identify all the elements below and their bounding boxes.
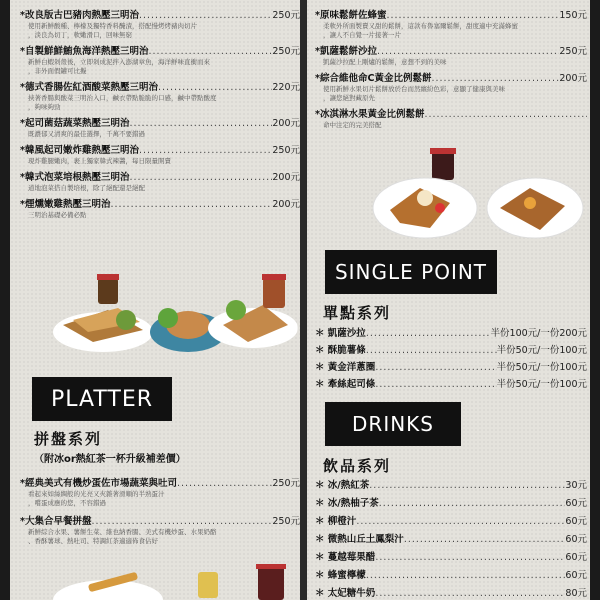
single-title: 單點系列 [323,304,392,322]
item-name: ＊ 蜂蜜檸檬 [315,570,366,581]
platter-title: 拼盤系列 [34,430,103,448]
item-name: *冰淇淋水果黃金比例鬆餅 [315,109,425,120]
menu-item [20,10,300,40]
description-line: ，讓人不自覺一片接著一片 [323,31,401,39]
item-description [315,85,587,103]
drinks-title: 飲品系列 [323,457,392,475]
item-price: 半份50元/一份100元 [496,379,587,390]
description-line: 現炸雞腿嫩肉，裹上獨家韓式辣醬，每日限量開賣 [28,157,171,165]
item-description [20,22,300,40]
menu-item [315,362,587,374]
item-price: 200元 [272,199,300,210]
dot-leader [148,46,272,58]
sandwich-photo [48,270,298,362]
menu-item [20,516,300,546]
item-name: ＊ 太妃糖牛奶 [315,588,376,599]
item-price: 250元 [272,478,300,489]
item-description [20,58,300,76]
dot-leader [375,552,565,564]
item-description [20,528,300,546]
item-name: *改良版古巴豬肉熱壓三明治 [20,10,139,21]
menu-item [315,534,587,546]
item-description [315,22,587,40]
dot-leader [386,10,559,22]
menu-item [315,516,587,528]
dot-leader [110,199,272,211]
item-price: 220元 [272,82,300,93]
item-name: *韓式泡菜培根熱壓三明治 [20,172,130,183]
waffle-photo [370,148,590,243]
description-line: ，嚐蛋成應的您，不容錯過 [28,499,106,507]
item-name: ＊ 黃金洋蔥圈 [315,362,376,373]
platter-photo [48,564,298,600]
description-line: 新鮮綜合水果、薯餅生菜、維也納香腸、美式有機炒蛋、水果奶酪 [28,528,217,536]
dot-leader [375,362,496,374]
description-line: 使用新鮮水果切片鬆餅放於台而然繽紛色彩，意顯了健康與美味 [323,85,505,93]
menu-item [20,199,300,220]
menu-page [10,0,590,600]
dot-leader [158,82,272,94]
dot-leader [356,516,565,528]
item-description [20,157,300,166]
item-name: ＊ 蔓越莓果醋 [315,552,376,563]
item-name: ＊ 凱薩沙拉 [315,328,366,339]
item-price: 200元 [559,73,587,84]
description-line: ，淡良為切丁，軟嫩滑口，回味無窮 [28,31,132,39]
menu-item [315,73,587,103]
item-price: 半份50元/一份100元 [496,345,587,356]
description-line: 柔軟外所面製賣又甜的鬆餅，這款布魯塞爾鬆餅，甜度適中充滿蜂蜜 [323,22,518,30]
item-price: 60元 [565,552,587,563]
menu-item [315,328,587,340]
item-price: 250元 [272,46,300,57]
menu-item [315,498,587,510]
item-description [315,121,587,130]
item-description [20,94,300,112]
dot-leader [404,534,566,546]
item-price: 200元 [272,118,300,129]
description-line: 看起來如絲綢般的光亮又夾雜著滑順的半熟蛋汁 [28,490,165,498]
item-description [20,490,300,508]
description-line: 命中注定的完美搭配 [323,121,382,129]
dot-leader [129,172,272,184]
dot-leader [177,478,272,490]
item-name: ＊ 柳橙汁 [315,516,357,527]
dot-leader [424,109,587,121]
item-price: 半份50元/一份100元 [496,362,587,373]
item-name: *自製鮮鮮鮪魚海洋熱壓三明治 [20,46,149,57]
item-price: 60元 [565,498,587,509]
menu-item [315,345,587,357]
item-name: *煙燻嫩雞熱壓三明治 [20,199,111,210]
description-line: 道地泡菜搭自製培根，除了絕配還是絕配 [28,184,145,192]
dot-leader [129,118,272,130]
dot-leader [91,516,272,528]
single-point-banner: SINGLE POINT [325,250,497,294]
item-name: *經典美式有機炒蛋佐市場蔬菜與吐司 [20,478,177,489]
dot-leader [375,588,565,600]
item-price: 200元 [272,172,300,183]
item-price: 150元 [559,10,587,21]
item-name: ＊ 微熱山丘土鳳梨汁 [315,534,404,545]
description-line: ，非外面假罐可比擬 [28,67,87,75]
dot-leader [366,345,497,357]
description-line: 挾著香腸與酸菜三明治入口，鹹衣帶點脆脆的口感，鹹中帶點酸度 [28,94,217,102]
menu-item [20,478,300,508]
item-name: *韓風起司嫩炸雞熱壓三明治 [20,145,139,156]
menu-item [315,46,587,67]
dot-leader [366,570,566,582]
item-price: 80元 [565,588,587,599]
platter-banner: PLATTER [32,377,172,421]
column-divider [300,0,307,600]
description-line: 、香酥薯球、熱吐司、特調紅茶適適佈食佔好 [28,537,158,545]
dot-leader [139,145,272,157]
item-name: *大集合早餐拼盤 [20,516,92,527]
item-name: *起司菌菇蔬菜熱壓三明治 [20,118,130,129]
menu-item [20,46,300,76]
item-description [315,58,587,67]
item-name: ＊ 牽絲起司條 [315,379,376,390]
description-line: 使用新鮮酸種、檸檬及獨特香料醃漬，搭配慢烤烤豬肉切片 [28,22,197,30]
menu-item [315,379,587,391]
dot-leader [379,498,566,510]
drinks-banner: DRINKS [325,402,461,446]
item-description [20,184,300,193]
menu-item [20,118,300,139]
dot-leader [431,73,559,85]
dot-leader [366,328,491,340]
item-price: 60元 [565,534,587,545]
item-name: *綜合維他命C黃金比例鬆餅 [315,73,432,84]
item-price: 250元 [272,10,300,21]
description-line: 新鮮白蝦剁殼後，立即剁成泥拌入澎湖章魚，海洋鮮味直衝而來 [28,58,210,66]
item-description [20,211,300,220]
menu-item [315,570,587,582]
item-name: *凱薩鬆餅沙拉 [315,46,377,57]
menu-item [20,145,300,166]
dot-leader [377,46,559,58]
item-description [20,130,300,139]
item-name: ＊ 冰/熱紅茶 [315,480,370,491]
dot-leader [139,10,272,22]
item-price: 250元 [559,46,587,57]
description-line: 凱薩沙拉配上剛爐的鬆餅，意想不到的美味 [323,58,447,66]
menu-item [315,480,587,492]
platter-note: （附冰or熱紅茶一杯升級補差價） [34,454,186,465]
description-line: ，讓您絕對藏原先 [323,94,375,102]
menu-item [315,552,587,564]
description-line: 三明治基礎必備必點 [28,211,87,219]
item-price: 60元 [565,516,587,527]
menu-item [315,10,587,40]
item-name: ＊ 酥脆薯條 [315,345,366,356]
item-price: 250元 [272,145,300,156]
item-name: *原味鬆餅佐蜂蜜 [315,10,387,21]
description-line: ，夠味夠勁 [28,103,61,111]
item-price: 250元 [272,516,300,527]
menu-item [20,82,300,112]
item-name: ＊ 冰/熱柚子茶 [315,498,379,509]
menu-item [315,588,587,600]
item-name: *德式香腸佐紅酒酸菜熱壓三明治 [20,82,158,93]
dot-leader [375,379,496,391]
menu-item [315,109,587,130]
description-line: 既濃郁又清爽的最佳選擇，千萬不要錯過 [28,130,145,138]
item-price: 半份100元/一份200元 [490,328,587,339]
dot-leader [369,480,565,492]
menu-item [20,172,300,193]
item-price: 60元 [565,570,587,581]
item-price: 30元 [565,480,587,491]
